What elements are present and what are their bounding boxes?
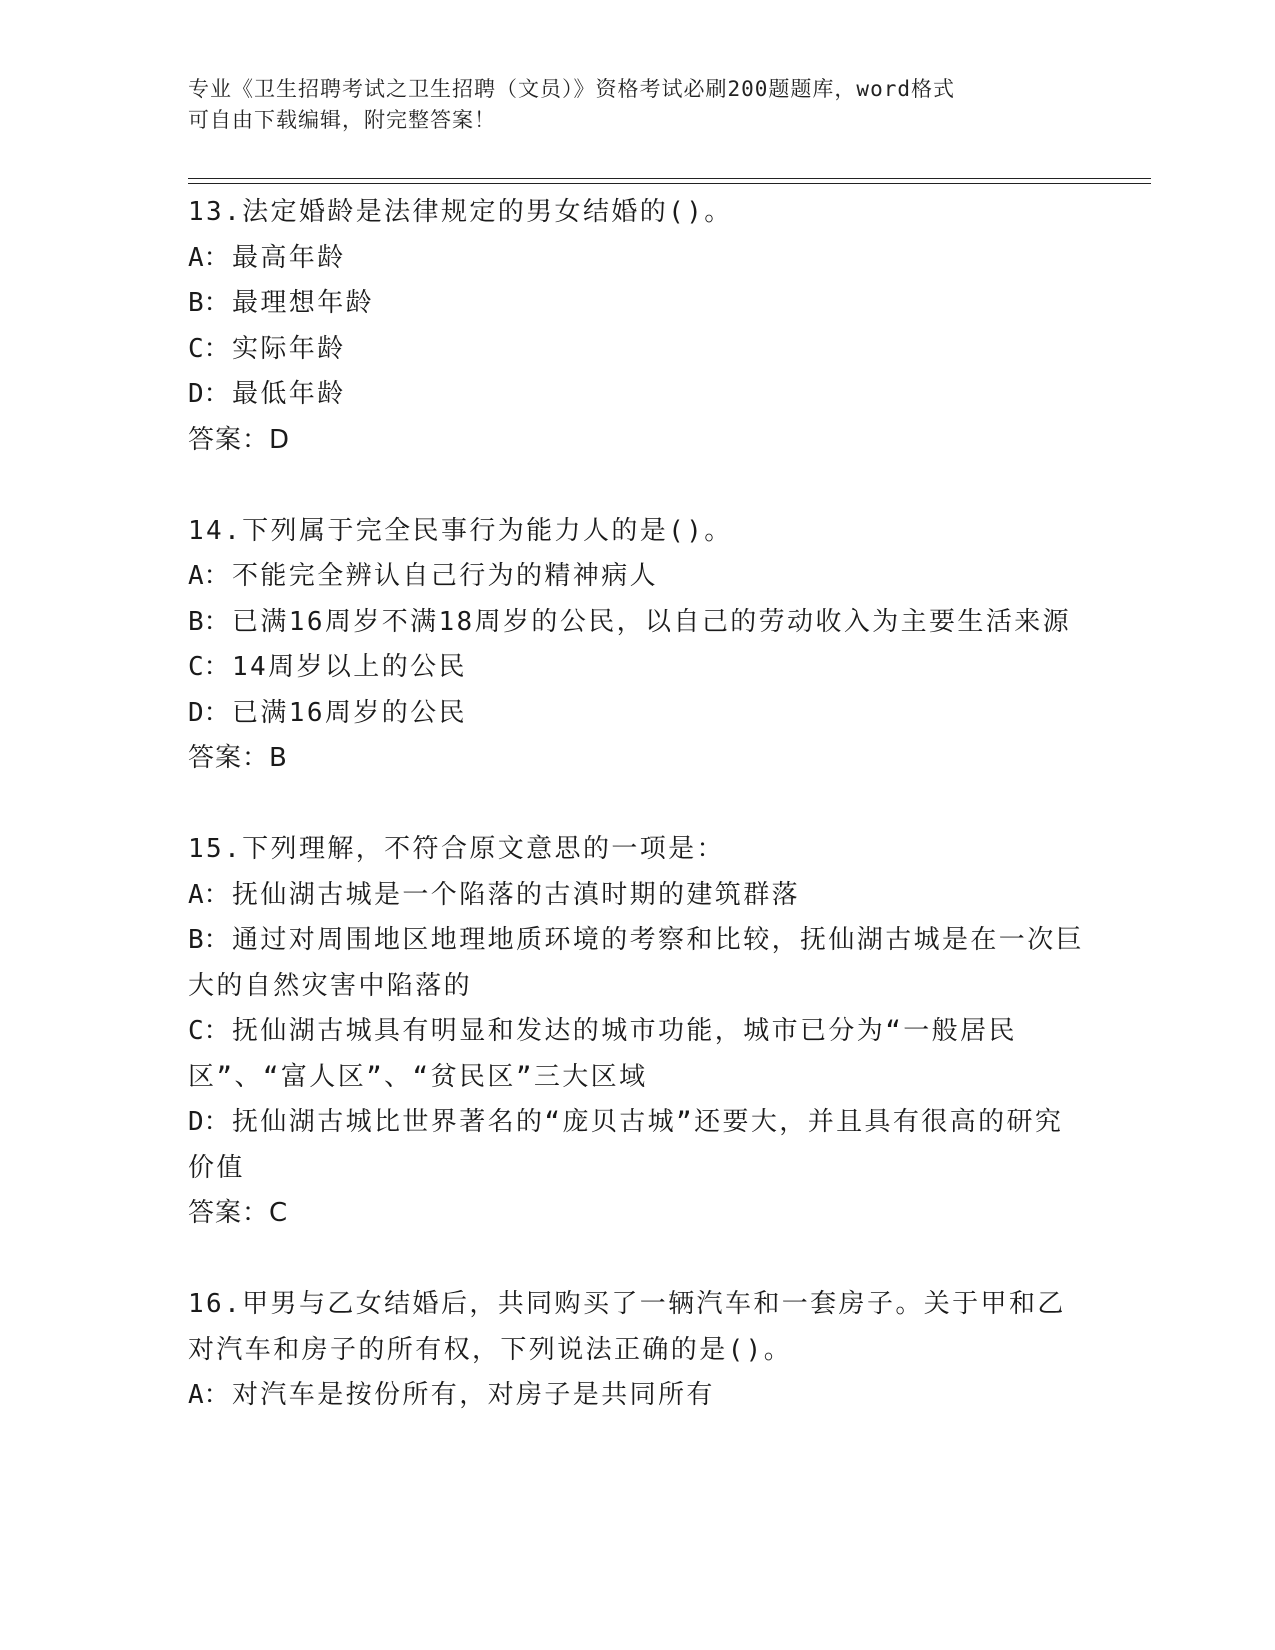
option-d [188, 1100, 1088, 1191]
question-list [188, 190, 1088, 1464]
answer: 答案：B [188, 743, 288, 773]
option-text: 抚仙湖古城是一个陷落的古滇时期的建筑群落 [232, 879, 801, 910]
option-text: 实际年龄 [232, 333, 346, 364]
option-letter: C： [188, 1016, 230, 1046]
header-title-line-2: 可自由下载编辑，附完整答案！ [188, 108, 496, 132]
option-letter: C： [188, 333, 230, 364]
option-text: 14周岁以上的公民 [232, 652, 467, 682]
question-16 [188, 1282, 1088, 1419]
option-a [188, 873, 1088, 919]
question-14 [188, 509, 1088, 782]
option-letter: B： [188, 288, 230, 318]
option-letter: A： [188, 561, 230, 591]
option-letter: D： [188, 379, 230, 409]
option-text: 最低年龄 [232, 379, 346, 409]
option-b [188, 600, 1088, 646]
option-letter: A： [188, 1380, 230, 1410]
option-letter: B： [188, 606, 230, 637]
option-text: 对汽车是按份所有，对房子是共同所有 [232, 1380, 715, 1410]
question-stem: 16.甲男与乙女结婚后，共同购买了一辆汽车和一套房子。关于甲和乙对汽车和房子的所有权，下列说法正确的是()。 [188, 1289, 1066, 1365]
option-b [188, 918, 1088, 1009]
option-d [188, 691, 1088, 737]
option-letter: C： [188, 652, 230, 682]
option-text: 最理想年龄 [232, 288, 375, 318]
option-text: 抚仙湖古城比世界著名的“庞贝古城”还要大，并且具有很高的研究价值 [188, 1107, 1064, 1183]
option-text: 已满16周岁的公民 [232, 697, 467, 728]
option-text: 最高年龄 [232, 242, 346, 273]
option-b [188, 281, 1088, 327]
option-d [188, 372, 1088, 418]
question-13 [188, 190, 1088, 463]
option-letter: B： [188, 925, 230, 955]
document-header [188, 74, 1088, 136]
option-letter: A： [188, 879, 230, 910]
option-letter: D： [188, 1107, 230, 1137]
option-a [188, 554, 1088, 600]
option-letter: D： [188, 697, 230, 728]
question-stem: 13.法定婚龄是法律规定的男女结婚的()。 [188, 197, 733, 227]
question-stem: 15.下列理解，不符合原文意思的一项是： [188, 834, 725, 864]
option-letter: A： [188, 242, 230, 273]
option-a [188, 236, 1088, 282]
answer: 答案：C [188, 1198, 289, 1228]
option-a [188, 1373, 1088, 1419]
option-text: 已满16周岁不满18周岁的公民，以自己的劳动收入为主要生活来源 [232, 606, 1072, 637]
header-divider-bottom [188, 183, 1151, 184]
question-stem: 14.下列属于完全民事行为能力人的是()。 [188, 515, 733, 546]
header-divider-top [188, 178, 1151, 179]
question-15 [188, 827, 1088, 1237]
header-title-line-1: 专业《卫生招聘考试之卫生招聘（文员）》资格考试必刷200题题库，word格式 [188, 77, 955, 101]
answer: 答案：D [188, 424, 291, 455]
option-text: 通过对周围地区地理地质环境的考察和比较，抚仙湖古城是在一次巨大的自然灾害中陷落的 [188, 925, 1085, 1001]
option-text: 抚仙湖古城具有明显和发达的城市功能，城市已分为“一般居民区”、“富人区”、“贫民区”三大区域 [188, 1016, 1017, 1092]
option-text: 不能完全辨认自己行为的精神病人 [232, 561, 659, 591]
option-c [188, 327, 1088, 373]
option-c [188, 1009, 1088, 1100]
option-c [188, 645, 1088, 691]
